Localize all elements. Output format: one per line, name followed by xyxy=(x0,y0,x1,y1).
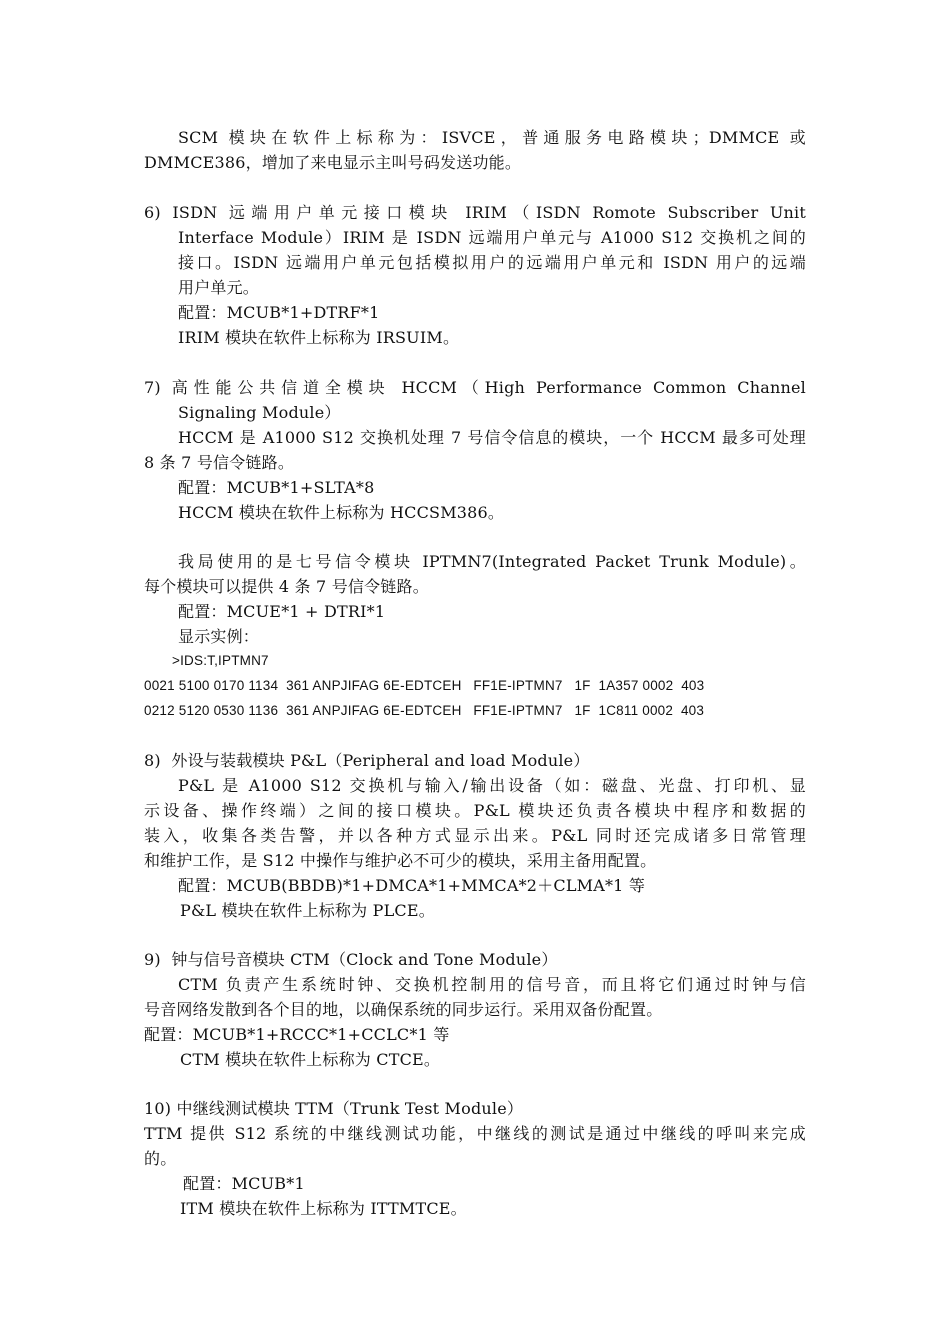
text-line: 的。 xyxy=(144,1149,177,1168)
text-line: IRIM 模块在软件上标称为 IRSUIM。 xyxy=(178,328,460,347)
text-line: 我局使用的是七号信令模块 IPTMN7(Integrated Packet Trunk Module)。 xyxy=(178,552,806,571)
section-heading: 10) 中继线测试模块 TTM（Trunk Test Module） xyxy=(144,1099,524,1118)
config-line: 配置：MCUE*1 + DTRI*1 xyxy=(178,602,386,621)
text-line: Signaling Module） xyxy=(178,403,341,422)
text-line: CTM 模块在软件上标称为 CTCE。 xyxy=(180,1050,441,1069)
command-line: >IDS:T,IPTMN7 xyxy=(172,653,269,668)
text-line: 接口。ISDN 远端用户单元包括模拟用户的远端用户单元和 ISDN 用户的远端 xyxy=(178,253,806,272)
section-heading: 8) 外设与装载模块 P&L（Peripheral and load Module） xyxy=(144,751,590,770)
config-line: 配置：MCUB*1+RCCC*1+CCLC*1 等 xyxy=(144,1025,450,1044)
text-line: 和维护工作，是 S12 中操作与维护必不可少的模块，采用主备用配置。 xyxy=(144,851,657,870)
output-line: 0021 5100 0170 1134 361 ANPJIFAG 6E-EDTCEH FF1E-IPTMN7 1F 1A357 0002 403 xyxy=(144,678,705,693)
text-line: 显示实例： xyxy=(178,627,260,646)
section-heading: 9) 钟与信号音模块 CTM（Clock and Tone Module） xyxy=(144,950,558,969)
config-line: 配置：MCUB(BBDB)*1+DMCA*1+MMCA*2＋CLMA*1 等 xyxy=(178,876,646,895)
config-line: 配置：MCUB*1+SLTA*8 xyxy=(178,478,375,497)
text-line: HCCM 模块在软件上标称为 HCCSM386。 xyxy=(178,503,505,522)
text-line: 每个模块可以提供 4 条 7 号信令链路。 xyxy=(144,577,429,596)
text-line: DMMCE386，增加了来电显示主叫号码发送功能。 xyxy=(144,153,522,172)
section-heading: 7) 高性能公共信道全模块 HCCM（High Performance Common Channel xyxy=(144,378,806,397)
section-heading: 6) ISDN 远端用户单元接口模块 IRIM（ISDN Romote Subscriber Unit xyxy=(144,203,806,222)
output-line: 0212 5120 0530 1136 361 ANPJIFAG 6E-EDTCEH FF1E-IPTMN7 1F 1C811 0002 403 xyxy=(144,703,705,718)
text-line: 号音网络发散到各个目的地，以确保系统的同步运行。采用双备份配置。 xyxy=(144,1000,663,1019)
text-line: TTM 提供 S12 系统的中继线测试功能，中继线的测试是通过中继线的呼叫来完成 xyxy=(144,1124,806,1143)
text-line: ITM 模块在软件上标称为 ITTMTCE。 xyxy=(180,1199,467,1218)
text-line: 8 条 7 号信令链路。 xyxy=(144,453,295,472)
text-line: P&L 模块在软件上标称为 PLCE。 xyxy=(180,901,435,920)
config-line: 配置：MCUB*1 xyxy=(183,1174,305,1193)
text-line: 装入，收集各类告警，并以各种方式显示出来。P&L 同时还完成诸多日常管理 xyxy=(144,826,806,845)
text-line: SCM 模块在软件上标称为：ISVCE，普通服务电路模块；DMMCE 或 xyxy=(178,128,806,147)
config-line: 配置：MCUB*1+DTRF*1 xyxy=(178,303,380,322)
text-line: 示设备、操作终端）之间的接口模块。P&L 模块还负责各模块中程序和数据的 xyxy=(144,801,806,820)
text-line: 用户单元。 xyxy=(178,278,260,297)
text-line: CTM 负责产生系统时钟、交换机控制用的信号音，而且将它们通过时钟与信 xyxy=(178,975,806,994)
text-line: P&L 是 A1000 S12 交换机与输入/输出设备（如：磁盘、光盘、打印机、显 xyxy=(178,776,806,795)
text-line: Interface Module）IRIM 是 ISDN 远端用户单元与 A1000 S12 交换机之间的 xyxy=(178,228,806,247)
text-line: HCCM 是 A1000 S12 交换机处理 7 号信令信息的模块，一个 HCCM 最多可处理 xyxy=(178,428,806,447)
